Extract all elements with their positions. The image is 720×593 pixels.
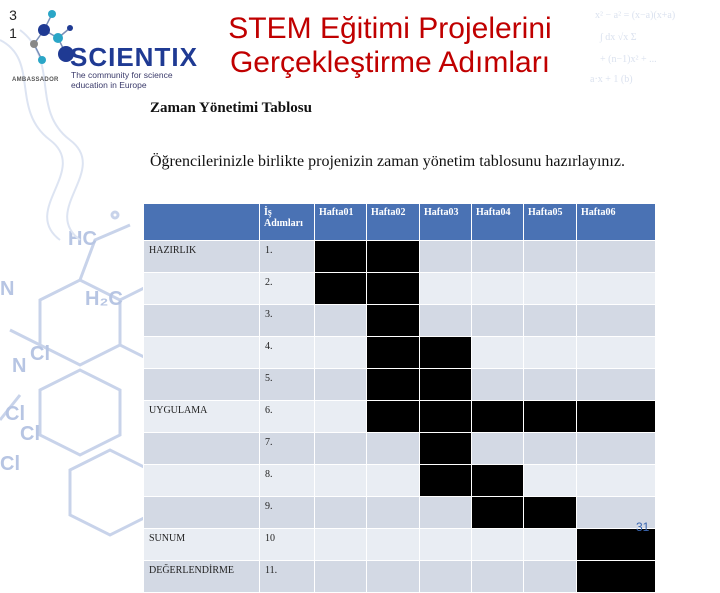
gantt-cell-empty <box>367 465 420 497</box>
table-row <box>144 433 656 465</box>
gantt-cell-filled <box>315 273 367 305</box>
gantt-cell-empty <box>524 465 577 497</box>
step-cell: 5. <box>260 369 315 401</box>
gantt-cell-empty <box>524 337 577 369</box>
gantt-cell-empty <box>367 497 420 529</box>
gantt-cell-empty <box>315 337 367 369</box>
step-cell: 4. <box>260 337 315 369</box>
corner-digit-bottom: 1 <box>9 25 17 41</box>
gantt-cell-empty <box>367 529 420 561</box>
gantt-cell-empty <box>524 273 577 305</box>
gantt-cell-empty <box>420 529 472 561</box>
table-row <box>144 401 656 433</box>
gantt-cell-filled <box>367 369 420 401</box>
gantt-cell-filled <box>472 465 524 497</box>
gantt-cell-empty <box>524 241 577 273</box>
gantt-cell-filled <box>524 497 577 529</box>
table-row <box>144 465 656 497</box>
gantt-cell-filled <box>367 401 420 433</box>
gantt-cell-empty <box>577 241 656 273</box>
gantt-cell-empty <box>472 561 524 593</box>
gantt-cell-empty <box>472 305 524 337</box>
gantt-cell-filled <box>367 241 420 273</box>
table-row <box>144 529 656 561</box>
phase-cell <box>144 337 260 369</box>
header-week: Hafta05 <box>524 204 577 241</box>
header-steps: İş Adımları <box>260 204 315 241</box>
header-week: Hafta02 <box>367 204 420 241</box>
logo-tagline: The community for science education in Europe <box>71 70 173 90</box>
gantt-cell-empty <box>315 369 367 401</box>
svg-text:+ (n−1)x² + ...: + (n−1)x² + ... <box>600 54 657 65</box>
svg-text:Cl: Cl <box>0 453 20 475</box>
svg-text:x² − a² = (x−a)(x+a): x² − a² = (x−a)(x+a) <box>595 10 676 21</box>
gantt-cell-empty <box>524 305 577 337</box>
gantt-cell-empty <box>577 369 656 401</box>
gantt-cell-empty <box>315 529 367 561</box>
svg-text:H₂C: H₂C <box>85 288 123 310</box>
phase-cell <box>144 369 260 401</box>
svg-text:Cl: Cl <box>20 423 40 445</box>
gantt-cell-empty <box>472 273 524 305</box>
table-row <box>144 273 656 305</box>
phase-cell: SUNUM <box>144 529 260 561</box>
phase-cell: UYGULAMA <box>144 401 260 433</box>
gantt-cell-empty <box>420 497 472 529</box>
gantt-cell-empty <box>524 529 577 561</box>
step-cell: 6. <box>260 401 315 433</box>
gantt-cell-filled <box>420 401 472 433</box>
header-phase <box>144 204 260 241</box>
scientix-logo <box>8 6 198 92</box>
gantt-cell-empty <box>315 465 367 497</box>
instruction-text: Öğrencilerinizle birlikte projenizin zaman yönetim tablosunu hazırlayınız. <box>150 153 625 170</box>
slide-title: STEM Eğitimi Projelerini Gerçekleştirme Adımları <box>228 12 552 79</box>
svg-text:Cl: Cl <box>5 403 25 425</box>
phase-cell <box>144 465 260 497</box>
step-cell: 10 <box>260 529 315 561</box>
gantt-cell-empty <box>315 497 367 529</box>
svg-text:N: N <box>0 278 15 300</box>
step-cell: 7. <box>260 433 315 465</box>
gantt-cell-empty <box>577 273 656 305</box>
logo-wordmark: SCIENTIX <box>70 42 198 72</box>
table-row <box>144 241 656 273</box>
gantt-cell-filled <box>577 401 656 433</box>
gantt-cell-filled <box>420 369 472 401</box>
gantt-cell-empty <box>315 401 367 433</box>
gantt-cell-empty <box>367 433 420 465</box>
gantt-cell-filled <box>472 497 524 529</box>
phase-cell <box>144 273 260 305</box>
gantt-cell-filled <box>420 337 472 369</box>
phase-cell: HAZIRLIK <box>144 241 260 273</box>
section-subtitle: Zaman Yönetimi Tablosu <box>150 100 312 116</box>
header-week: Hafta06 <box>577 204 656 241</box>
gantt-cell-empty <box>577 465 656 497</box>
svg-text:HC: HC <box>68 228 97 250</box>
svg-text:N: N <box>12 355 27 377</box>
step-cell: 2. <box>260 273 315 305</box>
header-week: Hafta04 <box>472 204 524 241</box>
gantt-cell-empty <box>367 561 420 593</box>
gantt-cell-filled <box>367 337 420 369</box>
corner-digit-top: 3 <box>9 7 17 23</box>
gantt-cell-empty <box>524 433 577 465</box>
table-row <box>144 497 656 529</box>
gantt-cell-empty <box>420 305 472 337</box>
header-week: Hafta03 <box>420 204 472 241</box>
gantt-cell-filled <box>577 561 656 593</box>
gantt-cell-empty <box>524 369 577 401</box>
gantt-cell-empty <box>315 305 367 337</box>
gantt-cell-filled <box>524 401 577 433</box>
svg-text:∫ dx √x Σ: ∫ dx √x Σ <box>600 32 637 43</box>
gantt-cell-empty <box>315 433 367 465</box>
phase-cell <box>144 305 260 337</box>
gantt-cell-empty <box>315 561 367 593</box>
gantt-cell-empty <box>577 305 656 337</box>
svg-text:a·x + 1 (b): a·x + 1 (b) <box>590 74 633 85</box>
step-cell: 3. <box>260 305 315 337</box>
step-cell: 11. <box>260 561 315 593</box>
gantt-cell-empty <box>420 241 472 273</box>
gantt-cell-empty <box>577 433 656 465</box>
gantt-cell-filled <box>420 433 472 465</box>
gantt-cell-filled <box>367 273 420 305</box>
table-row <box>144 337 656 369</box>
phase-cell <box>144 497 260 529</box>
gantt-cell-filled <box>315 241 367 273</box>
table-row <box>144 561 656 593</box>
logo-badge: AMBASSADOR <box>12 77 59 83</box>
time-management-table <box>143 203 656 593</box>
gantt-cell-empty <box>472 241 524 273</box>
gantt-cell-filled <box>472 401 524 433</box>
gantt-cell-empty <box>420 273 472 305</box>
gantt-cell-empty <box>420 561 472 593</box>
phase-cell: DEĞERLENDİRME <box>144 561 260 593</box>
header-week: Hafta01 <box>315 204 367 241</box>
table-row <box>144 305 656 337</box>
phase-cell <box>144 433 260 465</box>
table-row <box>144 369 656 401</box>
gantt-cell-empty <box>472 369 524 401</box>
gantt-cell-empty <box>472 529 524 561</box>
gantt-cell-empty <box>472 337 524 369</box>
step-cell: 9. <box>260 497 315 529</box>
gantt-cell-filled <box>367 305 420 337</box>
gantt-cell-empty <box>524 561 577 593</box>
svg-text:Cl: Cl <box>30 343 50 365</box>
table-header-row <box>144 204 656 241</box>
gantt-cell-filled <box>420 465 472 497</box>
page-number: 31 <box>636 520 650 534</box>
gantt-cell-empty <box>472 433 524 465</box>
step-cell: 1. <box>260 241 315 273</box>
step-cell: 8. <box>260 465 315 497</box>
gantt-cell-empty <box>577 337 656 369</box>
